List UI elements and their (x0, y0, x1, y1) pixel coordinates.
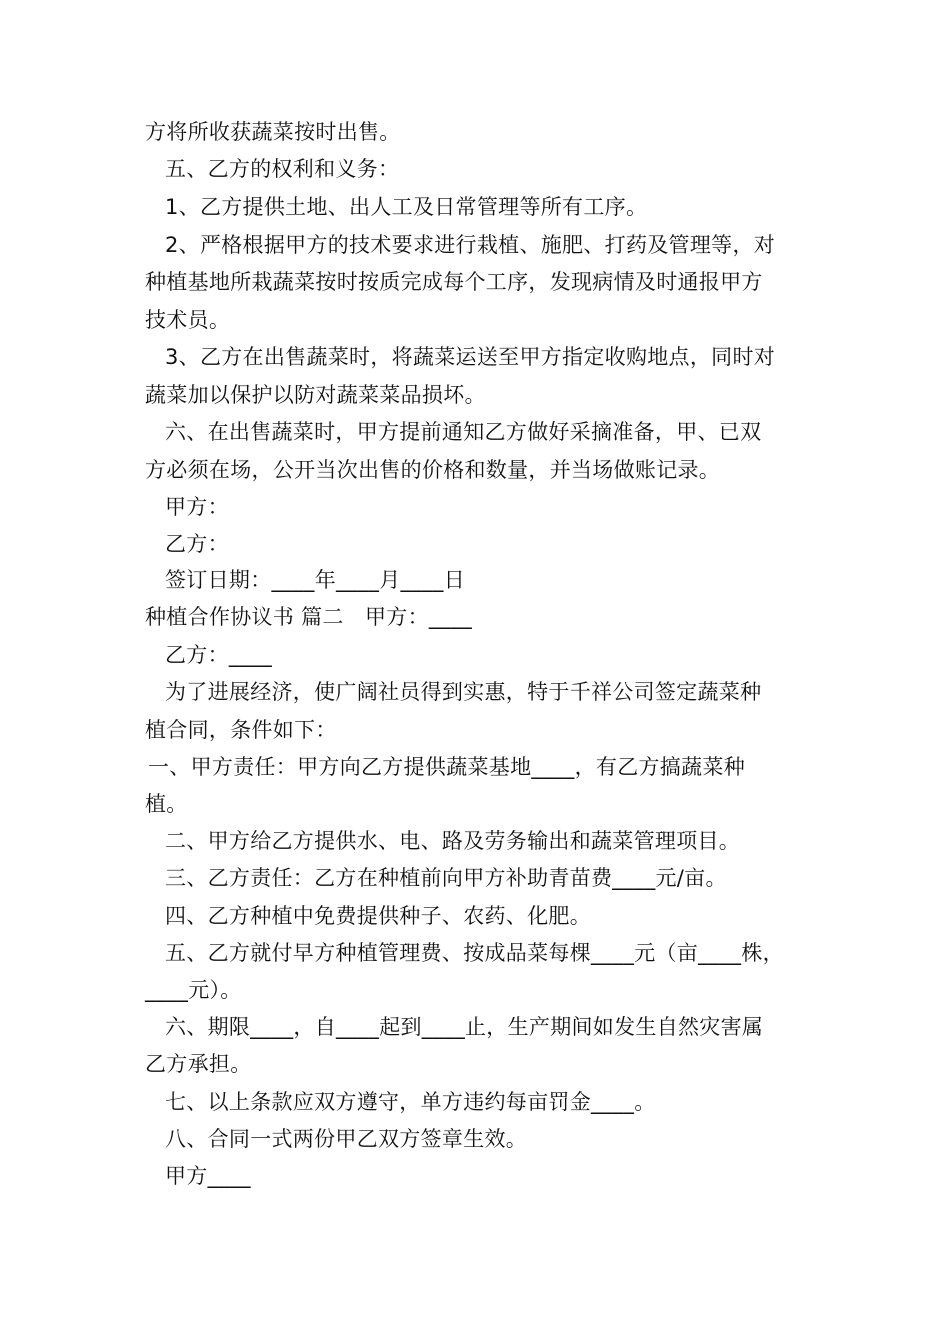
section-heading: 一、甲方责任：甲方向乙方提供蔬菜基地____，有乙方搞蔬菜种 (148, 755, 745, 779)
text-line: ____元）。 (145, 978, 242, 1002)
text-line: 2、严格根据甲方的技术要求进行栽植、施肥、打药及管理等，对 (165, 233, 776, 257)
party-b-line: 乙方：____ (165, 643, 273, 667)
document-title-line: 种植合作协议书 篇二 甲方：____ (145, 605, 473, 629)
section-heading: 四、乙方种植中免费提供种子、农药、化肥。 (165, 904, 591, 928)
section-heading: 三、乙方责任：乙方在种植前向甲方补助青苗费____元/亩。 (165, 866, 727, 890)
text-line: 种植基地所栽蔬菜按时按质完成每个工序，发现病情及时通报甲方 (145, 270, 763, 294)
text-line: 1、乙方提供土地、出人工及日常管理等所有工序。 (165, 195, 648, 219)
text-line: 方必须在场，公开当次出售的价格和数量，并当场做账记录。 (145, 458, 721, 482)
text-line: 植。 (145, 792, 188, 816)
text-line: 植合同，条件如下： (145, 718, 337, 742)
section-heading: 五、乙方的权利和义务： (165, 157, 400, 181)
text-line: 3、乙方在出售蔬菜时，将蔬菜运送至甲方指定收购地点，同时对 (165, 345, 776, 369)
section-heading: 七、以上条款应双方遵守，单方违约每亩罚金____。 (165, 1090, 656, 1114)
section-heading: 六、期限____，自____起到____止，生产期间如发生自然灾害属 (165, 1015, 764, 1039)
section-heading: 五、乙方就付早方种植管理费、按成品菜每棵____元（亩____株， (165, 941, 784, 965)
text-line: 方将所收获蔬菜按时出售。 (145, 120, 401, 144)
text-line: 为了进展经济，使广阔社员得到实惠，特于千祥公司签定蔬菜种 (165, 680, 762, 704)
party-b-label: 乙方： (165, 532, 229, 556)
text-line: 乙方承担。 (145, 1052, 252, 1076)
text-line: 技术员。 (145, 308, 231, 332)
text-line: 蔬菜加以保护以防对蔬菜菜品损坏。 (145, 383, 486, 407)
section-heading: 六、在出售蔬菜时，甲方提前通知乙方做好采摘准备，甲、已双 (165, 420, 762, 444)
party-a-label: 甲方： (165, 495, 229, 519)
section-heading: 二、甲方给乙方提供水、电、路及劳务输出和蔬菜管理项目。 (165, 829, 741, 853)
party-a-signature-line: 甲方____ (165, 1164, 251, 1188)
section-heading: 八、合同一式两份甲乙双方签章生效。 (165, 1127, 528, 1151)
signing-date: 签订日期：____年____月____日 (165, 568, 465, 592)
